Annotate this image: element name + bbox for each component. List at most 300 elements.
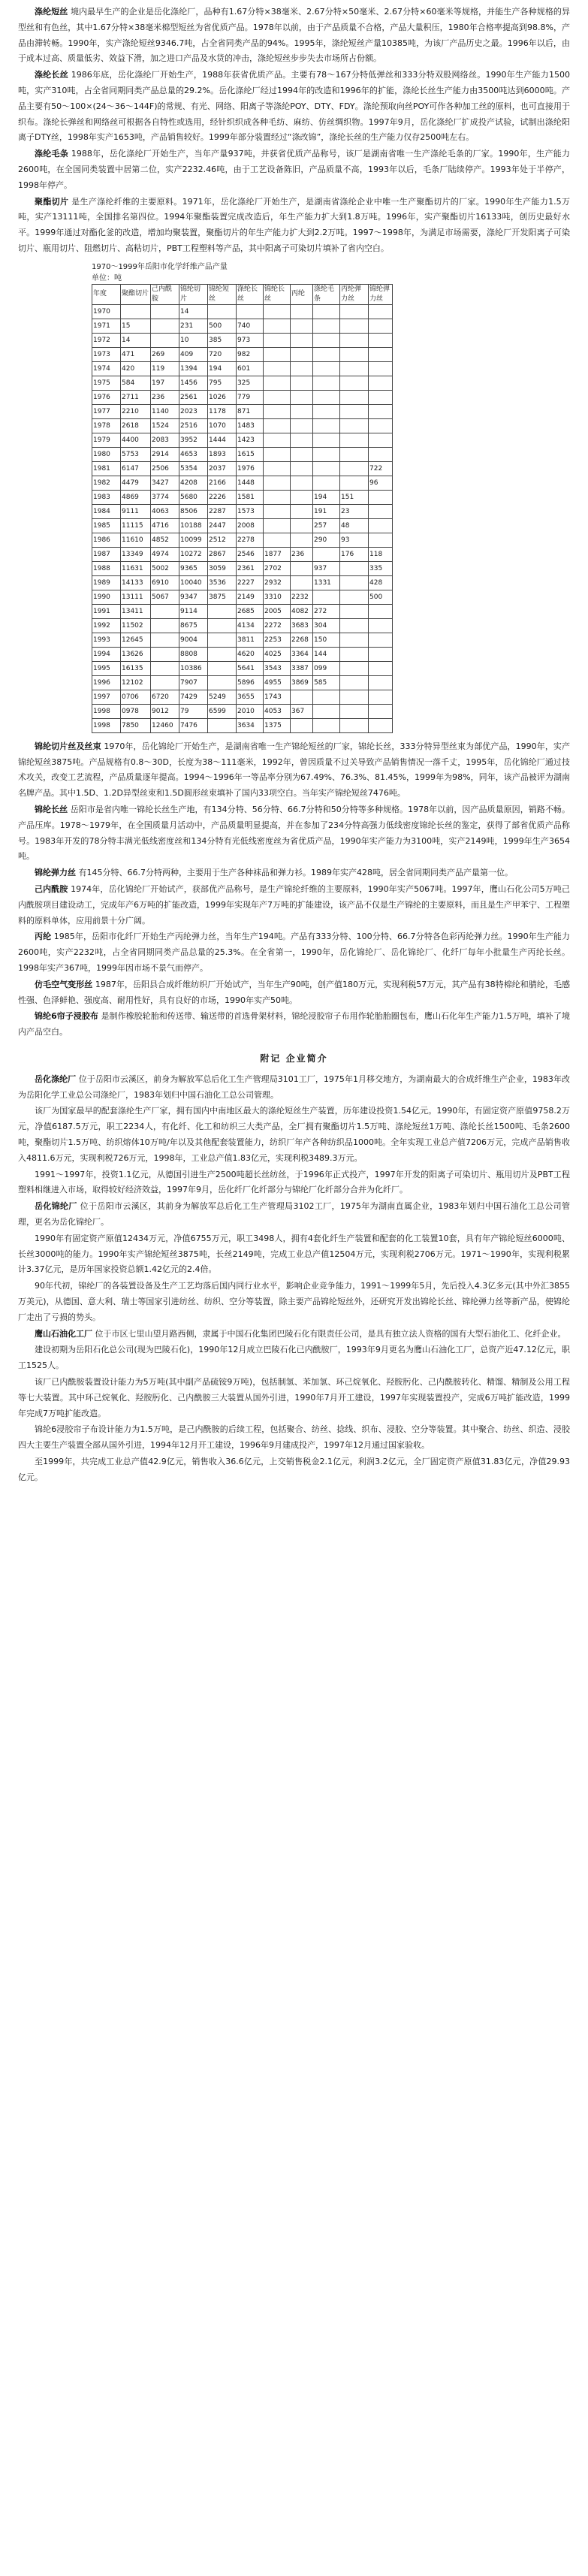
table-cell: 9347 (179, 590, 208, 604)
year-cell: 1993 (92, 633, 121, 647)
year-cell: 1974 (92, 361, 121, 376)
table-cell: 8506 (179, 504, 208, 518)
year-cell: 1995 (92, 661, 121, 675)
table-cell (340, 461, 369, 476)
table-header-row (92, 284, 393, 304)
table-cell (369, 661, 393, 675)
paragraph (18, 1167, 570, 1199)
table-cell: 194 (208, 361, 237, 376)
section-bottom (18, 1072, 570, 1486)
table-row (92, 533, 393, 547)
table-cell (313, 447, 340, 461)
paragraph-title: 锦纶弹力丝 (35, 868, 76, 878)
table-cell: 1070 (208, 418, 237, 433)
table-cell: 236 (151, 390, 179, 404)
table-cell (313, 404, 340, 418)
paragraph (18, 195, 570, 257)
section-top (18, 5, 570, 257)
table-cell: 2226 (208, 490, 237, 504)
table-cell: 11631 (121, 561, 151, 575)
table-cell (369, 347, 393, 361)
table-cell: 2232 (291, 590, 313, 604)
table-cell: 48 (340, 518, 369, 533)
table-cell (313, 704, 340, 718)
table-row (92, 647, 393, 661)
table-cell (264, 404, 291, 418)
table-cell: 7476 (179, 718, 208, 732)
table-cell (208, 675, 237, 690)
table-cell: 3811 (237, 633, 264, 647)
table-cell: 5354 (179, 461, 208, 476)
table-cell: 4063 (151, 504, 179, 518)
year-cell: 1994 (92, 647, 121, 661)
year-cell: 1981 (92, 461, 121, 476)
table-cell: 982 (237, 347, 264, 361)
column-header: 己内酰胺 (151, 284, 179, 304)
table-cell: 236 (291, 547, 313, 561)
paragraph-text: 有145分特、66.7分特两种，主要用于生产各种袜品和弹力衫。1989年实产428吨，居全省同期同类产品产量第一位。 (78, 868, 513, 878)
column-header: 锦纶弹力丝 (369, 284, 393, 304)
paragraph-text: 1974年，岳化锦纶厂开始试产，获部优产品称号，是生产锦纶纤维的主要原料，1990年实产5067吨。1997年，鹰山石化公司5万吨己内酰胺项目建设动工，完成年产6万吨的扩能改造，1999年实现年产7万吨的扩能建设，该产品不仅是生产锦纶的主要原料，而且是生产甲苯宁、工程塑料的原料单体，应用前景十分广阔。 (18, 883, 571, 926)
table-cell: 257 (313, 518, 340, 533)
table-cell (340, 618, 369, 633)
paragraph-text: 1990年有固定资产原值12434万元，净值6755万元，职工3498人，拥有4套化纤生产装置和配套的化工装置10套，具有年产锦纶短丝6000吨、长丝3000吨的能力。1990年实产锦纶短丝3875吨，长丝2149吨，完成工业总产值12504万元，实现利税2706万元。1971～1990年，实现利税累计3.37亿元，是历年国家投资总额1.42亿元的2.4倍。 (18, 1233, 570, 1275)
table-cell: 151 (340, 490, 369, 504)
table-cell: 2516 (179, 418, 208, 433)
table-cell: 6720 (151, 690, 179, 704)
table-row (92, 661, 393, 675)
table-row (92, 604, 393, 618)
column-header: 聚酯切片 (121, 284, 151, 304)
table-cell: 385 (208, 333, 237, 347)
table-cell: 191 (313, 504, 340, 518)
year-cell: 1990 (92, 590, 121, 604)
paragraph-text: 是制作橡胶轮胎和传送带、输送带的首选骨架材料，锦纶浸胶帘子布用作轮胎胎圈包布，鹰山石化年生产能力1.5万吨，填补了境内产品空白。 (18, 1011, 571, 1037)
paragraph (18, 1009, 570, 1040)
table-cell (264, 361, 291, 376)
table-cell: 9365 (179, 561, 208, 575)
paragraph (18, 146, 570, 193)
table-cell (313, 333, 340, 347)
data-table (92, 284, 393, 733)
table-cell: 10 (179, 333, 208, 347)
table-cell: 1877 (264, 547, 291, 561)
year-cell: 1991 (92, 604, 121, 618)
paragraph (18, 1231, 570, 1278)
paragraph (18, 1422, 570, 1454)
table-cell: 290 (313, 533, 340, 547)
paragraph-text: 1986年底，岳化涤纶厂开始生产，1988年获省优质产品。主要有78～167分特低弹丝和333分特双股网络丝。1990年生产能力1500吨，实产310吨，占全省同期同类产品总量的29.2%。岳化涤纶厂经过1994年的改造和1996年的扩能，涤纶长丝生产能力由3500吨达到6000吨。产品主要有50～100×(24～36～144F)的常规、有光、网络、阳离子等涤纶POY、DTY、FDY。涤纶预取向丝POY可作各种加工丝的原料，也可直接用于织布。涤纶长弹丝和网络丝可根据各自特性或选用，经针织织成各种毛纺、麻纺、仿丝绸织物。1997年9月，岳化涤纶厂扩成投产试验，试制出涤纶阳离子DTY丝，1998年实产1653吨，产品销售较好。1999年部分装置经过“涤改锦”，涤纶长丝的生产能力仅存2500吨左右。 (18, 70, 570, 143)
table-cell: 2867 (208, 547, 237, 561)
table-cell: 2037 (208, 461, 237, 476)
table-cell: 8675 (179, 618, 208, 633)
table-cell: 2278 (237, 533, 264, 547)
table-cell: 871 (237, 404, 264, 418)
table-cell (340, 690, 369, 704)
paragraph-title: 涤纶长丝 (35, 70, 68, 80)
table-cell (313, 319, 340, 333)
table-cell: 3875 (208, 590, 237, 604)
column-header: 锦纶短丝 (208, 284, 237, 304)
table-cell (340, 718, 369, 732)
table-cell: 2149 (237, 590, 264, 604)
table-cell: 367 (291, 704, 313, 718)
table-cell: 6599 (208, 704, 237, 718)
column-header: 涤纶长丝 (237, 284, 264, 304)
table-cell: 500 (369, 590, 393, 604)
paragraph-text: 至1999年，共完成工业总产值42.9亿元，销售收入36.6亿元，上交销售税金2.1亿元，利润3.2亿元，全厂固定资产原值31.83亿元，净值29.93亿元。 (18, 1457, 570, 1482)
table-cell: 722 (369, 461, 393, 476)
table-cell (291, 404, 313, 418)
table-cell (291, 575, 313, 590)
table-cell: 1976 (237, 461, 264, 476)
table-cell: 1524 (151, 418, 179, 433)
table-cell: 1581 (237, 490, 264, 504)
column-header: 丙纶 (291, 284, 313, 304)
table-cell: 2023 (179, 404, 208, 418)
year-cell: 1977 (92, 404, 121, 418)
table-cell: 231 (179, 319, 208, 333)
table-cell: 2005 (264, 604, 291, 618)
table-cell: 8808 (179, 647, 208, 661)
table-row (92, 319, 393, 333)
table-cell (264, 347, 291, 361)
table-cell: 3364 (291, 647, 313, 661)
table-cell: 6910 (151, 575, 179, 590)
table-cell: 14133 (121, 575, 151, 590)
table-cell: 118 (369, 547, 393, 561)
paragraph-title: 锦纶6帘子浸胶布 (35, 1011, 98, 1022)
table-cell (291, 433, 313, 447)
table-cell: 2932 (264, 575, 291, 590)
table-cell: 3774 (151, 490, 179, 504)
year-cell: 1984 (92, 504, 121, 518)
table-cell (313, 304, 340, 319)
year-cell: 1992 (92, 618, 121, 633)
table-cell (264, 461, 291, 476)
table-cell (121, 304, 151, 319)
table-cell: 3634 (237, 718, 264, 732)
table-cell: 16135 (121, 661, 151, 675)
table-row (92, 461, 393, 476)
paragraph (18, 1104, 570, 1166)
table-cell: 325 (237, 376, 264, 390)
table-cell: 3427 (151, 476, 179, 490)
table-cell: 5753 (121, 447, 151, 461)
table-row (92, 704, 393, 718)
table-cell (291, 333, 313, 347)
paragraph-title: 仿毛空气变形丝 (35, 979, 93, 989)
table-row (92, 547, 393, 561)
table-cell: 584 (121, 376, 151, 390)
table-cell: 13626 (121, 647, 151, 661)
paragraph (18, 1072, 570, 1104)
table-cell (340, 604, 369, 618)
table-cell (264, 418, 291, 433)
paragraph-text: 是生产涤纶纤维的主要原料。1971年，岳化涤纶厂开始生产，是湖南省涤纶企业中唯一生产聚酯切片的厂家。1990年生产能力1.5万吨，实产13111吨，全国排名第四位。1994年聚酯装置完成改造后，年生产能力扩大到1.8万吨。1996年，实产聚酯切片16133吨，创历史最好水平。1999年通过对酯化釜的改造，增加均聚装置，聚酯切片的年生产能力扩大到2.2万吨。1997～1998年，为满足市场需要，涤纶厂开发阳离子可染切片、瓶用切片、阻燃切片、高粘切片，PBT工程塑料等产品，其中阳离子可染切片填补了省内空白。 (18, 196, 571, 253)
table-cell: 937 (313, 561, 340, 575)
table-cell: 3869 (291, 675, 313, 690)
year-cell: 1998 (92, 704, 121, 718)
table-cell (151, 604, 179, 618)
year-cell: 1975 (92, 376, 121, 390)
table-cell: 2010 (237, 704, 264, 718)
paragraph-title: 丙纶 (35, 932, 52, 942)
table-cell: 4053 (264, 704, 291, 718)
year-cell: 1997 (92, 690, 121, 704)
paragraph-text: 岳阳市是省内唯一锦纶长丝生产地，有134分特、56分特、66.7分特和50分特等多种规格。1978年以前，因产品质量原因，销路不畅。产品压库。1978～1979年，在全国质量月活动中，产品质量明显提高，并在参加了234分特高强力低线密度锦纶长丝的鉴定，获得了部省优质产品称号。1983年开发的78分特丰满光低线密度丝和134分特有光低线密度丝为省优质产品，1990年实产能力为3100吨，实产2149吨，1999年生产3654吨。 (18, 804, 570, 862)
table-row (92, 618, 393, 633)
paragraph (18, 5, 570, 67)
table-cell: 4869 (121, 490, 151, 504)
table-row (92, 376, 393, 390)
paragraph (18, 1375, 570, 1421)
table-cell: 2008 (237, 518, 264, 533)
table-cell (291, 490, 313, 504)
column-header: 年度 (92, 284, 121, 304)
table-cell: 720 (208, 347, 237, 361)
paragraph (18, 1327, 570, 1342)
table-cell (369, 319, 393, 333)
table-row (92, 590, 393, 604)
table-cell: 4955 (264, 675, 291, 690)
table-cell: 5680 (179, 490, 208, 504)
table-cell: 2512 (208, 533, 237, 547)
paragraph (18, 865, 570, 881)
table-cell (208, 647, 237, 661)
appendix-title: 附记 企业简介 (260, 1052, 328, 1064)
table-cell (369, 618, 393, 633)
table-cell (369, 390, 393, 404)
table-cell: 1444 (208, 433, 237, 447)
table-cell: 10040 (179, 575, 208, 590)
table-cell (340, 304, 369, 319)
table-cell (237, 304, 264, 319)
table-cell (151, 675, 179, 690)
table-cell: 4082 (291, 604, 313, 618)
table-cell: 10099 (179, 533, 208, 547)
table-cell: 2253 (264, 633, 291, 647)
table-cell (208, 618, 237, 633)
table-row (92, 347, 393, 361)
paragraph-text: 1970年，岳化锦纶厂开始生产，是湖南省唯一生产锦纶短丝的厂家，锦纶长丝，333分特异型丝束为部优产品，1990年，实产锦纶短丝3875吨。产品规格有0.8～30D，长度为38～111毫米，1992年，曾因质量不过关导致产品销售情况一落千丈，1995年，岳化锦纶厂通过技术攻关，改变工艺流程，产品质量逐年提高。1994～1996年一等品率分别为67.49%、76.3%、81.45%，1999年为98%，同年，该产品被评为湖南名牌产品。其中1.5D、1.2D异型丝束和1.5D圆形丝束填补了国内33项空白。当年实产锦纶短丝7476吨。 (18, 741, 571, 799)
table-cell: 2914 (151, 447, 179, 461)
table-cell: 1423 (237, 433, 264, 447)
paragraph (18, 929, 570, 976)
table-cell (151, 304, 179, 319)
table-cell (369, 704, 393, 718)
table-body (92, 304, 393, 732)
table-cell (340, 361, 369, 376)
table-cell: 4208 (179, 476, 208, 490)
table-cell (291, 390, 313, 404)
table-cell: 7429 (179, 690, 208, 704)
table-cell: 500 (208, 319, 237, 333)
table-cell (208, 633, 237, 647)
year-cell: 1996 (92, 675, 121, 690)
table-row (92, 333, 393, 347)
table-cell: 13349 (121, 547, 151, 561)
table-cell (208, 718, 237, 732)
table-row (92, 447, 393, 461)
table-cell (264, 533, 291, 547)
table-cell: 4134 (237, 618, 264, 633)
table-cell: 3683 (291, 618, 313, 633)
table-cell (369, 376, 393, 390)
table-row (92, 561, 393, 575)
paragraph-title: 涤纶毛条 (35, 149, 69, 159)
table-cell (369, 418, 393, 433)
table-cell (291, 304, 313, 319)
paragraph-title: 涤纶短丝 (35, 7, 68, 17)
table-cell (313, 690, 340, 704)
table-cell: 3655 (237, 690, 264, 704)
table-cell (264, 319, 291, 333)
table-cell: 0978 (121, 704, 151, 718)
table-row (92, 490, 393, 504)
table-cell (291, 461, 313, 476)
table-cell (313, 476, 340, 490)
table-cell (369, 504, 393, 518)
table-cell: 2546 (237, 547, 264, 561)
table-cell (340, 704, 369, 718)
table-cell (151, 661, 179, 675)
paragraph (18, 68, 570, 146)
table-cell: 197 (151, 376, 179, 390)
table-cell: 2506 (151, 461, 179, 476)
table-cell: 1615 (237, 447, 264, 461)
table-cell: 144 (313, 647, 340, 661)
year-cell: 1987 (92, 547, 121, 561)
paragraph (18, 1279, 570, 1325)
table-cell: 5896 (237, 675, 264, 690)
table-row (92, 433, 393, 447)
table-cell: 93 (340, 533, 369, 547)
table-cell: 13111 (121, 590, 151, 604)
table-cell (369, 404, 393, 418)
table-cell (264, 304, 291, 319)
table-cell: 2287 (208, 504, 237, 518)
table-cell: 4025 (264, 647, 291, 661)
year-cell: 1979 (92, 433, 121, 447)
table-cell (369, 633, 393, 647)
table-row (92, 633, 393, 647)
table-cell (369, 690, 393, 704)
table-cell (313, 361, 340, 376)
table-cell: 3310 (264, 590, 291, 604)
table-cell: 272 (313, 604, 340, 618)
table-cell (340, 675, 369, 690)
year-cell: 1971 (92, 319, 121, 333)
table-cell: 4653 (179, 447, 208, 461)
table-cell: 1456 (179, 376, 208, 390)
table-cell: 119 (151, 361, 179, 376)
table-cell: 2561 (179, 390, 208, 404)
table-cell (264, 433, 291, 447)
table-cell (369, 518, 393, 533)
table-cell: 79 (179, 704, 208, 718)
paragraph-title: 锦纶切片丝及丝束 (35, 741, 101, 751)
paragraph-text: 建设初期为岳阳石化总公司(现为巴陵石化)，1990年12月成立巴陵石化已内酰胺厂，1993年9月更名为鹰山石油化工厂，总资产近47.12亿元，职工1525人。 (18, 1345, 570, 1371)
table-row (92, 304, 393, 319)
table-cell (369, 333, 393, 347)
table-cell: 2210 (121, 404, 151, 418)
column-header: 锦纶切片 (179, 284, 208, 304)
paragraph-text: 90年代初，锦纶厂的各装置设备及生产工艺均落后国内同行业水平，影响企业竞争能力，1991～1999年5月，先后投入4.3亿多元(其中外汇3855万美元)，从德国、意大利、瑞士等国家引进纺丝、纺织、空分等装置，除主要产品锦纶短丝外，还研究开发出锦纶长丝、锦纶弹力丝等新产品，使锦纶厂走出了亏损的势头。 (18, 1281, 570, 1322)
table-cell (291, 690, 313, 704)
table-cell: 5249 (208, 690, 237, 704)
table-cell (340, 647, 369, 661)
paragraph-text: 位于岳阳市云溪区，前身为解放军总后化工生产管理局3101工厂，1975年1月移交地方，为湖南最大的合成纤维生产企业，1983年改为岳阳化学工业总公司涤纶厂，1983年划归中国石油化工总公司管理。 (18, 1074, 571, 1100)
table-cell (291, 418, 313, 433)
table-cell: 740 (237, 319, 264, 333)
table-cell: 1448 (237, 476, 264, 490)
table-cell (264, 476, 291, 490)
table-cell (291, 361, 313, 376)
paragraph-text: 1988年，岳化涤纶厂开始生产，当年产量937吨，并获省优质产品称号，该厂是湖南省唯一生产涤纶毛条的厂家。1990年，生产能力2600吨，在全国同类装置中居第二位，实产2232.46吨，由于工艺设备陈旧，产品质量不高，1993年以后，毛条厂陆续停产。1993年处于半停产，1998年停产。 (18, 149, 571, 190)
table-cell (291, 533, 313, 547)
table-cell (369, 304, 393, 319)
paragraph-text: 该厂为国家最早的配套涤纶生产厂家，拥有国内中南地区最大的涤纶短丝生产装置，历年建设投资1.54亿元。1990年，有固定资产原值9758.2万元，净值6187.5万元，职工2234人，有化纤、化工和纺织三大类产品，全厂拥有聚酯切片1.5万吨、涤纶短丝1万吨、涤纶长丝1500吨、毛条2600吨，聚酯切片1.5万吨、纺织熔体10万吨/年以及其他配套装置能力，纺织厂年产各种纺织品1000吨。全年实现工业总产值7206万元，完成产品销售收入4811.6万元，实现利税726万元，1998年，工业总产值1.83亿元，实现利税3489.3万元。 (18, 1106, 570, 1163)
table-cell: 2272 (264, 618, 291, 633)
table-row (92, 361, 393, 376)
paragraph-text: 境内最早生产的企业是岳化涤纶厂，品种有1.67分特×38毫米、2.67分特×50毫米、2.67分特×60毫米等规格，并能生产各种规格的异型丝和有色丝，其中1.67分特×38毫米棉型短丝为省优质产品。1978年以前，由于产品质量不合格，产品大量积压，1980年合格率提高到98.8%，产品由滞转畅。1990年，实产涤纶短丝9346.7吨，占全省同类产品的94%。1995年，涤纶短丝产量10385吨，为该厂产品历史之最。1996年以后，由于成本过高、质量低劣、效益下滑，加之进口产品及水货的冲击，涤纶短丝步步失去市场所占份额。 (18, 7, 571, 64)
table-cell: 14 (179, 304, 208, 319)
paragraph-text: 1985年，岳阳市化纤厂开始生产丙纶弹力丝，当年生产194吨。产品有333分特、100分特、66.7分特各色彩丙纶弹力丝。1990年生产能力2600吨，实产2232吨，占全省同期同类产品总量的25.3%。在全省第一，1990年，岳化锦纶厂、岳化锦纶厂、化纤厂每年小批量生产丙纶长丝。1998年实产367吨，1999年因市场不景气而停产。 (18, 932, 571, 973)
table-cell (340, 333, 369, 347)
table-cell: 12645 (121, 633, 151, 647)
table-cell: 2685 (237, 604, 264, 618)
table-cell: 3543 (264, 661, 291, 675)
table-cell (340, 575, 369, 590)
table-cell: 11610 (121, 533, 151, 547)
table-cell: 1743 (264, 690, 291, 704)
table-cell (264, 333, 291, 347)
table-row (92, 690, 393, 704)
table-cell: 269 (151, 347, 179, 361)
table-cell: 1483 (237, 418, 264, 433)
table-cell: 13411 (121, 604, 151, 618)
table-cell: 1573 (237, 504, 264, 518)
table-cell (340, 633, 369, 647)
table-cell (264, 518, 291, 533)
column-header: 涤纶毛条 (313, 284, 340, 304)
year-cell: 1985 (92, 518, 121, 533)
table-cell: 5641 (237, 661, 264, 675)
table-cell: 14 (121, 333, 151, 347)
paragraph-text: 1991～1997年，投资1.1亿元，从德国引进生产2500吨超长丝纺丝，于1996年正式投产，1997年开发的阳离子可染切片、瓶用切片及PBT工程塑料相继进入市场，取得较好经济效益，1997年9月，岳化纤厂化纤部分与锦纶厂化纤部分合并为化纤厂。 (18, 1169, 570, 1195)
table-cell (340, 447, 369, 461)
table-cell (313, 376, 340, 390)
table-cell (313, 547, 340, 561)
table-cell: 4620 (237, 647, 264, 661)
table-cell (313, 347, 340, 361)
paragraph (18, 977, 570, 1009)
table-cell: 420 (121, 361, 151, 376)
table-cell (264, 376, 291, 390)
year-cell: 1972 (92, 333, 121, 347)
table-cell: 4974 (151, 547, 179, 561)
table-cell (264, 490, 291, 504)
table-cell: 9004 (179, 633, 208, 647)
table-cell: 335 (369, 561, 393, 575)
table-cell: 1026 (208, 390, 237, 404)
table-cell: 1178 (208, 404, 237, 418)
table-cell: 2702 (264, 561, 291, 575)
table-cell (369, 447, 393, 461)
table-cell (291, 504, 313, 518)
table-cell (264, 504, 291, 518)
